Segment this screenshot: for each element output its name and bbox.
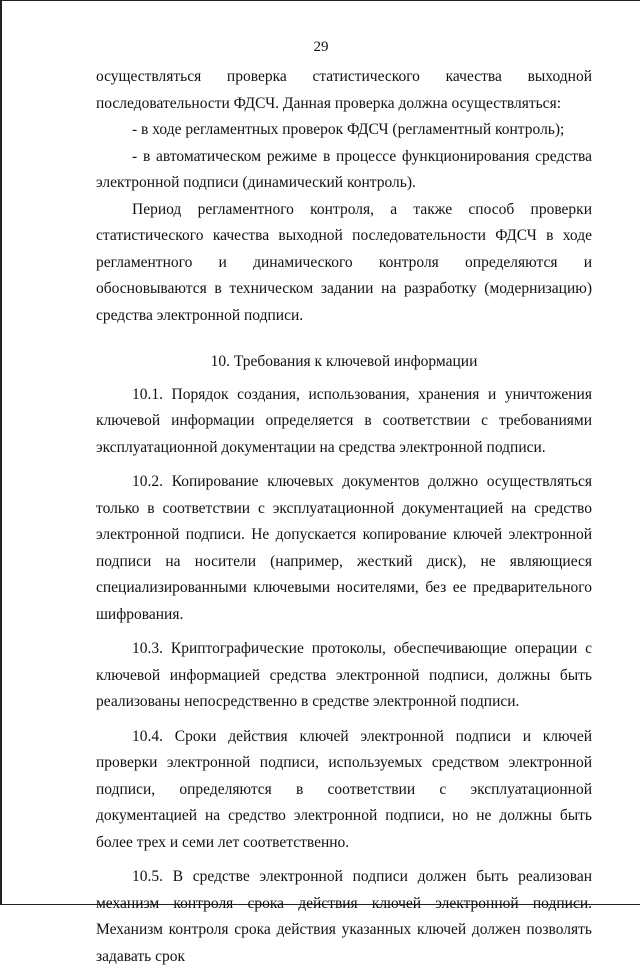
clause-10-4: 10.4. Сроки действия ключей электронной подписи и ключей проверки электронной подписи, используемых средством электронной подписи, определяются в соответствии с эксплуатационной документацией на средство электронной подписи, но не должны быть более трех и семи лет соответственно.	[96, 727, 592, 851]
clause-10-3: 10.3. Криптографические протоколы, обеспечивающие операции с ключевой информацией средства электронной подписи, должны быть реализованы непосредственно в средстве электронной подписи.	[96, 640, 592, 710]
paragraph-control-period: Период регламентного контроля, а также способ проверки статистического качества выходной последовательности ФДСЧ в ходе регламентного и динамического контроля определяются и обосновываются в техническом задании на разработку (модернизацию) средства электронной подписи.	[96, 200, 592, 324]
page-number: 29	[313, 39, 329, 55]
list-item-regular-control: - в ходе регламентных проверок ФДСЧ (регламентный контроль);	[132, 121, 565, 138]
list-item-dynamic-control: - в автоматическом режиме в процессе функционирования средства электронной подписи (динамический контроль).	[96, 147, 592, 191]
section-heading: 10. Требования к ключевой информации	[210, 353, 478, 370]
paragraph-continuation: осуществляться проверка статистического качества выходной последовательности ФДСЧ. Данная проверка должна осуществляться:	[96, 68, 592, 112]
clause-10-2: 10.2. Копирование ключевых документов должно осуществляться только в соответствии с эксплуатационной документацией на средство электронной подписи. Не допускается копирование ключей электронной подписи на носители (например, жесткий диск), не являющиеся специализированными ключевыми носителями, без ее предварительного шифрования.	[96, 473, 592, 623]
clause-10-1: 10.1. Порядок создания, использования, хранения и уничтожения ключевой информации определяется в соответствии с требованиями эксплуатационной документации на средства электронной подписи.	[96, 385, 592, 456]
document-body	[96, 64, 592, 970]
clause-10-5: 10.5. В средстве электронной подписи должен быть реализован механизм контроля срока действия ключей электронной подписи. Механизм контроля срока действия указанных ключей должен позволять задавать срок	[96, 868, 592, 965]
